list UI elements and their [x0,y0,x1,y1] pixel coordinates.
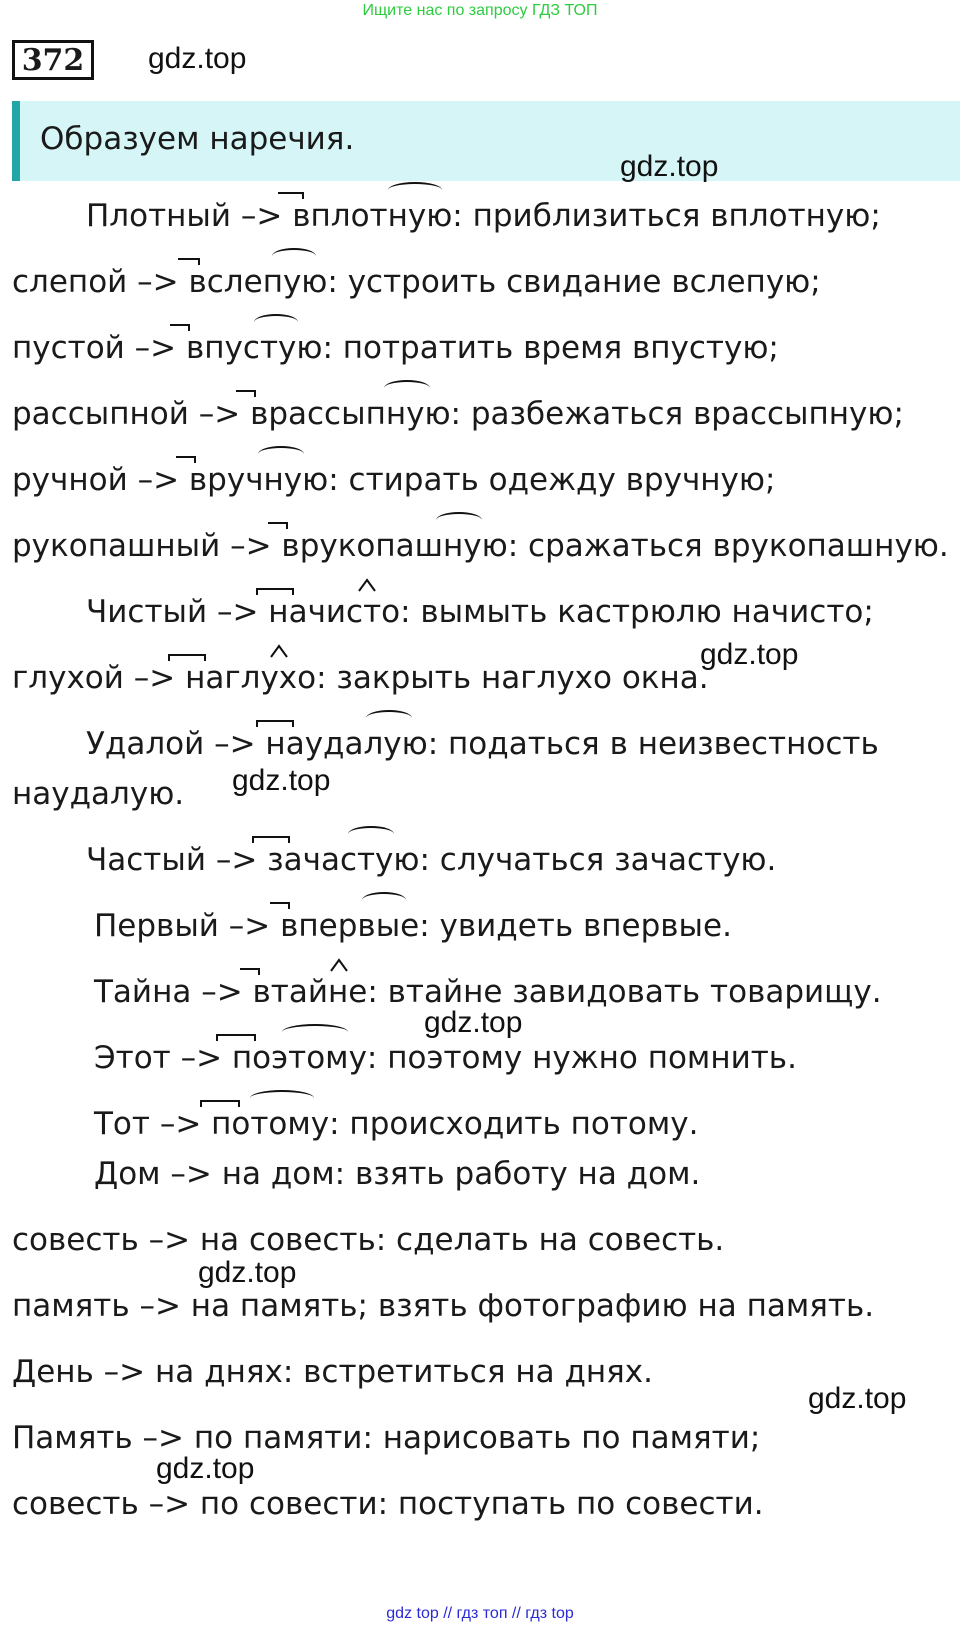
line-text: День –> на днях: встретиться на днях. [12,1354,653,1390]
line-text: Дом –> на дом: взять работу на дом. [94,1156,701,1192]
prefix-mark [170,324,190,331]
section-title: Образуем наречия. [40,121,355,157]
text-line [86,592,874,632]
ending-mark [362,892,406,908]
ending-mark [384,380,430,396]
prefix-mark [240,968,260,975]
ending-mark [258,446,304,462]
watermark: gdz.top [198,1256,297,1289]
line-text: рукопашный –> врукопашную: сражаться врукопашную. [12,528,949,564]
line-text: слепой –> вслепую: устроить свидание вслепую; [12,264,821,300]
line-text: Плотный –> вплотную: приблизиться вплотную; [86,198,881,234]
text-line [12,774,184,814]
text-line [12,394,904,434]
line-text: Этот –> поэтому: поэтому нужно помнить. [94,1040,797,1076]
line-text: Частый –> зачастую: случаться зачастую. [86,842,777,878]
line-text: Тот –> потому: происходить потому. [94,1106,699,1142]
prefix-mark [256,720,294,727]
text-line [86,840,776,880]
ending-mark [358,578,376,592]
prefix-mark [178,258,200,265]
ending-mark [366,710,412,726]
ending-mark [388,182,442,198]
line-text: память –> на память; взять фотографию на память. [12,1288,875,1324]
ending-mark [250,1090,314,1106]
text-line [12,460,775,500]
watermark: gdz.top [424,1006,523,1039]
prefix-mark [278,192,304,199]
prefix-mark [236,390,256,397]
line-text: Первый –> впервые: увидеть впервые. [94,908,732,944]
section-header [12,101,960,181]
text-line [86,724,879,764]
text-line [12,1352,653,1392]
prefix-mark [200,1100,240,1107]
line-text: совесть –> на совесть: сделать на совесть. [12,1222,725,1258]
line-text: ручной –> вручную: стирать одежду вручную; [12,462,776,498]
task-number: 372 [12,40,94,80]
prefix-mark [252,836,290,843]
text-line [12,262,821,302]
ending-mark [282,1024,348,1040]
watermark: gdz.top [808,1382,907,1415]
watermark: gdz.top [700,638,799,671]
watermark: gdz.top [148,42,247,75]
text-line [94,1038,797,1078]
footer-links[interactable]: gdz top // гдз топ // гдз top [386,1605,574,1622]
text-line [12,1220,724,1260]
text-line [86,196,881,236]
text-line [94,1104,698,1144]
top-banner: Ищите нас по запросу ГДЗ ТОП [362,2,598,19]
ending-mark [254,314,298,330]
watermark: gdz.top [620,150,719,183]
text-line [12,1418,760,1458]
prefix-mark [216,1034,256,1041]
prefix-mark [168,654,206,661]
line-text: Чистый –> начисто: вымыть кастрюлю начисто; [86,594,874,630]
watermark: gdz.top [232,764,331,797]
line-text: глухой –> наглухо: закрыть наглухо окна. [12,660,709,696]
line-text: Тайна –> втайне: втайне завидовать товарищу. [94,974,882,1010]
ending-mark [348,826,394,842]
ending-mark [270,644,288,658]
text-line [94,906,732,946]
line-text: наудалую. [12,776,185,812]
ending-mark [272,248,316,264]
line-text: Память –> по памяти: нарисовать по памяти; [12,1420,761,1456]
prefix-mark [176,456,196,463]
line-text: совесть –> по совести: поступать по совести. [12,1486,764,1522]
text-line [94,972,882,1012]
text-line [12,658,709,698]
text-line [12,1286,874,1326]
line-text: пустой –> впустую: потратить время впустую; [12,330,779,366]
text-line [12,526,949,566]
line-text: Удалой –> наудалую: податься в неизвестность [86,726,879,762]
line-text: рассыпной –> врассыпную: разбежаться врассыпную; [12,396,904,432]
prefix-mark [256,588,294,595]
text-line [12,1484,764,1524]
prefix-mark [268,522,288,529]
ending-mark [330,958,348,972]
ending-mark [436,512,482,528]
watermark: gdz.top [156,1452,255,1485]
text-line [12,328,779,368]
prefix-mark [270,902,290,909]
text-line [94,1154,700,1194]
